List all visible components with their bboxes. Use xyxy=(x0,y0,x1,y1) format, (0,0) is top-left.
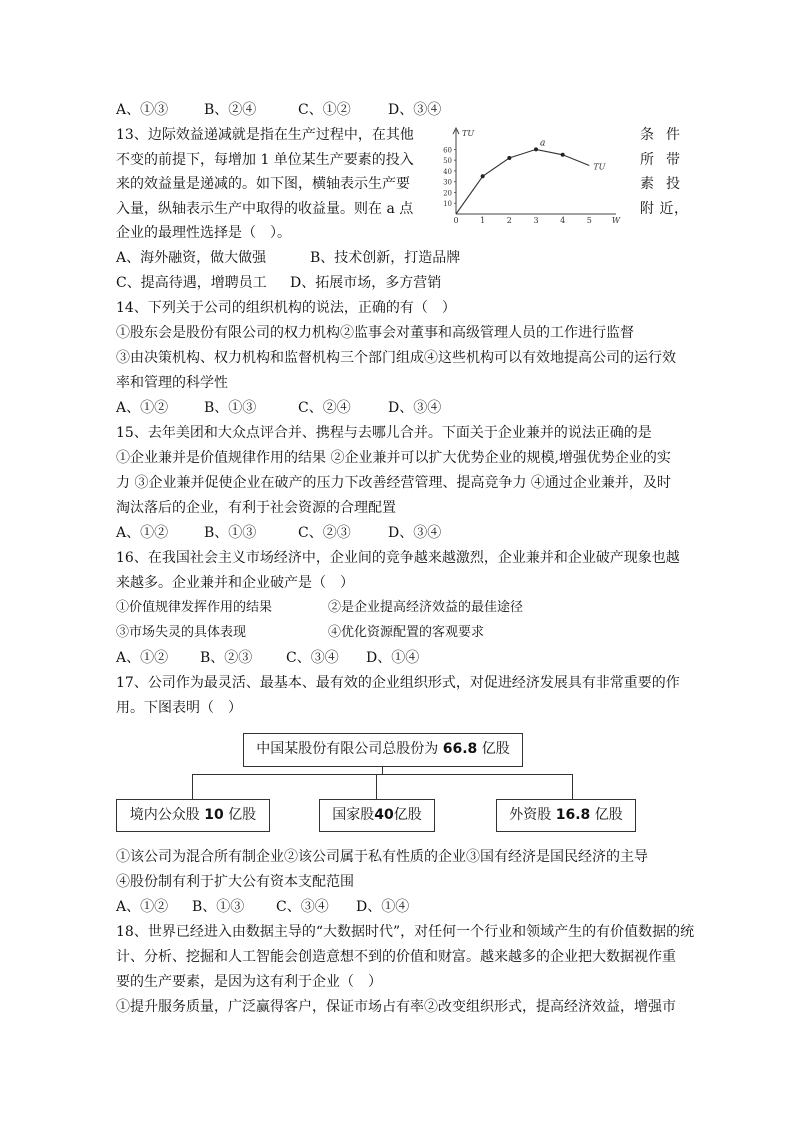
q15-stem: 15、去年美团和大众点评合并、携程与去哪儿合并。下面关于企业兼并的说法正确的是 xyxy=(116,425,652,441)
q16-stem-1: 16、在我国社会主义市场经济中，企业间的竞争越来越激烈，企业兼并和企业破产现象也越 xyxy=(116,550,680,566)
y-tick-label: 10 xyxy=(443,200,452,209)
q13-options-row2 xyxy=(116,273,441,293)
q16-choice-3: ③市场失灵的具体表现 xyxy=(116,625,247,640)
y-tick-label: 20 xyxy=(443,189,452,198)
total-shares-value: 66.8 xyxy=(442,741,478,757)
q12-options xyxy=(116,100,441,120)
q15-line-1: ①企业兼并是价值规律作用的结果 ②企业兼并可以扩大优势企业的规模,增强优势企业的实 xyxy=(116,450,671,466)
state-shares-box: 国家股40亿股 xyxy=(319,799,435,832)
y-tick-label: 60 xyxy=(443,146,452,155)
q16-options xyxy=(116,648,419,668)
x-tick-label: 5 xyxy=(586,216,592,224)
q13-line-4: 入量，纵轴表示生产中取得的收益量。则在 a 点 xyxy=(116,200,414,217)
foreign-shares-box: 外资股 16.8 亿股 xyxy=(496,799,636,832)
curve-label: TU xyxy=(593,162,606,172)
data-point xyxy=(481,174,485,178)
data-point xyxy=(534,147,538,151)
y-tick-label: 50 xyxy=(443,157,452,166)
point-a-label: a xyxy=(540,138,546,149)
q17-option-c: C、③④ xyxy=(276,899,329,915)
q16-option-a: A、①② xyxy=(116,650,169,666)
q12-option-d: D、③④ xyxy=(388,102,442,118)
q13-option-d: D、拓展市场，多方营销 xyxy=(290,275,442,291)
q13-stem-left xyxy=(116,123,416,221)
y-tick-label: 40 xyxy=(443,167,452,176)
q15-option-c: C、②③ xyxy=(298,525,351,541)
q16-choice-1: ①价值规律发挥作用的结果 xyxy=(116,600,273,615)
q13-right-2: 所带 xyxy=(640,151,680,168)
q18-line-2: 计、分析、挖掘和人工智能会创造意想不到的价值和财富。越来越多的企业把大数据视作重 xyxy=(116,949,676,965)
q14-line-3: 率和管理的科学性 xyxy=(116,375,228,391)
x-axis-label: W xyxy=(611,216,621,224)
q17-option-d: D、①④ xyxy=(356,899,410,915)
q16-option-c: C、③④ xyxy=(286,650,339,666)
x-tick-label: 2 xyxy=(506,216,512,224)
y-tick-label: 30 xyxy=(443,178,452,187)
connector-right xyxy=(572,774,573,799)
q14-option-c: C、②④ xyxy=(298,400,351,416)
q18-line-3: 要的生产要素，是因为这有利于企业（ ） xyxy=(116,974,382,990)
connector-left xyxy=(192,774,193,799)
q15-option-b: B、①③ xyxy=(204,525,257,541)
q13-options-row1 xyxy=(116,248,460,268)
connector-trunk xyxy=(382,766,383,774)
connector-mid xyxy=(376,774,377,799)
q13-right-4: 附 近， xyxy=(640,200,688,217)
x-tick-label: 3 xyxy=(533,216,539,224)
q13-tail: 企业的最理性选择是（ ）。 xyxy=(116,225,291,241)
q13-option-b: B、技术创新，打造品牌 xyxy=(310,250,461,266)
y-axis-label: TU xyxy=(462,129,475,138)
q13-right-3: 素投 xyxy=(640,176,680,192)
q17-option-b: B、①③ xyxy=(192,899,245,915)
domestic-public-shares-box: 境内公众股 10 亿股 xyxy=(116,799,270,832)
q12-option-a: A、①③ xyxy=(116,102,169,118)
q17-options xyxy=(116,897,409,917)
q13-option-c: C、提高待遇，增聘员工 xyxy=(116,275,267,291)
x-tick-label: 1 xyxy=(480,216,486,224)
q12-option-b: B、②④ xyxy=(204,102,257,118)
q14-line-1: ①股东会是股份有限公司的权力机构②监事会对董事和高级管理人员的工作进行监督 xyxy=(116,325,634,341)
q16-option-b: B、②③ xyxy=(200,650,253,666)
q13-line-2: 不变的前提下，每增加 1 单位某生产要素的投入 xyxy=(116,151,414,168)
q15-option-d: D、③④ xyxy=(388,525,442,541)
q13-option-a: A、海外融资，做大做强 xyxy=(116,250,267,266)
q14-option-b: B、①③ xyxy=(204,400,257,416)
q17-stem-2: 用。下图表明（ ） xyxy=(116,700,242,716)
q15-options xyxy=(116,523,441,543)
q14-option-d: D、③④ xyxy=(388,400,442,416)
q16-choice-4: ④优化资源配置的客观要求 xyxy=(328,625,485,640)
x-tick-label: 4 xyxy=(560,216,566,224)
q14-option-a: A、①② xyxy=(116,400,169,416)
q15-line-2: 力 ③企业兼并促使企业在破产的压力下改善经营管理、提高竞争力 ④通过企业兼并，及时 xyxy=(116,475,671,491)
data-point xyxy=(561,153,565,157)
q15-option-a: A、①② xyxy=(116,525,169,541)
q17-line-2: ④股份制有利于扩大公有资本支配范围 xyxy=(116,874,354,890)
q16-option-d: D、①④ xyxy=(366,650,420,666)
q16-choice-2: ②是企业提高经济效益的最佳途径 xyxy=(328,600,524,615)
q18-line-1: 18、世界已经进入由数据主导的“大数据时代”，对任何一个行业和领域产生的有价值数据的统 xyxy=(116,924,695,940)
q13-line-3: 来的效益量是递减的。如下图，横轴表示生产要 xyxy=(116,176,410,192)
q13-line-1: 13、边际效益递减就是指在生产过程中，在其他 xyxy=(116,127,414,143)
q18-line-4: ①提升服务质量，广泛赢得客户，保证市场占有率②改变组织形式，提高经济效益，增强市 xyxy=(116,999,676,1015)
tu-curve xyxy=(456,149,589,214)
q14-options xyxy=(116,398,441,418)
q16-stem-2: 来越多。企业兼并和企业破产是（ ） xyxy=(116,575,354,591)
connector-bar xyxy=(192,774,573,775)
tu-chart xyxy=(436,124,636,224)
q14-line-2: ③由决策机构、权力机构和监督机构三个部门组成④这些机构可以有效地提高公司的运行效 xyxy=(116,350,676,366)
data-point xyxy=(507,156,511,160)
q13-right-1: 条件 xyxy=(640,127,680,143)
q14-stem: 14、下列关于公司的组织机构的说法，正确的有（ ） xyxy=(116,300,456,316)
q12-option-c: C、①② xyxy=(298,102,351,118)
q17-stem-1: 17、公司作为最灵活、最基本、最有效的企业组织形式，对促进经济发展具有非常重要的作 xyxy=(116,675,680,691)
q13-stem-right xyxy=(640,123,688,221)
q15-line-3: 淘汰落后的企业，有利于社会资源的合理配置 xyxy=(116,500,396,516)
q17-line-1: ①该公司为混合所有制企业②该公司属于私有性质的企业③国有经济是国民经济的主导 xyxy=(116,849,648,865)
q17-option-a: A、①② xyxy=(116,899,169,915)
total-shares-box: 中国某股份有限公司总股份为 66.8 亿股 xyxy=(243,733,523,767)
x-tick-label: 0 xyxy=(453,216,459,224)
